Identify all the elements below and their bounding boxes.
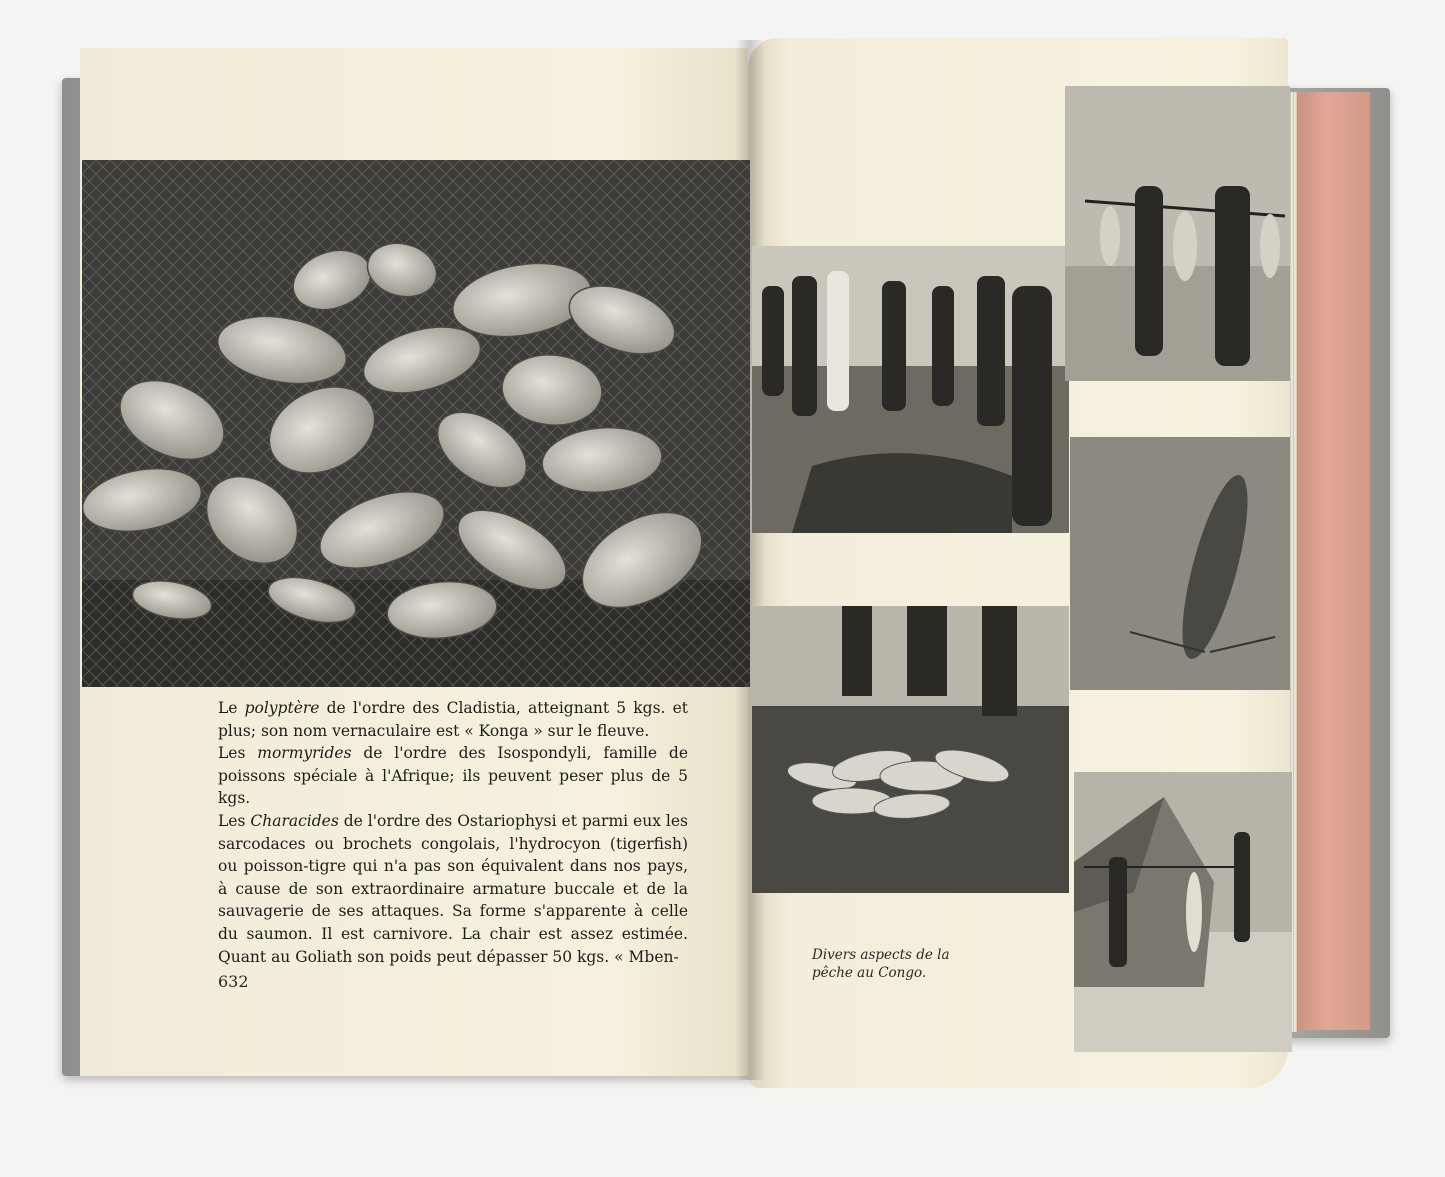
pink-endpaper bbox=[1292, 92, 1370, 1030]
text-run: Le bbox=[218, 699, 245, 717]
text-run: Les bbox=[218, 744, 258, 763]
fish-catch-net-photo bbox=[752, 606, 1069, 893]
paragraph-polyptere bbox=[218, 697, 688, 742]
fishermen-net-photo bbox=[752, 246, 1069, 533]
fish-pile-photo bbox=[82, 160, 750, 687]
photo-caption: Divers aspects de la pêche au Congo. bbox=[812, 947, 950, 981]
text-run: de l'ordre des Isospondyli, famille de poissons spéciale à l'Afrique; ils peuvent peser plus de 5 kgs. bbox=[218, 744, 688, 808]
italic-term: Characides bbox=[250, 811, 339, 830]
paragraph-mormyrides bbox=[218, 742, 688, 810]
text-run: Les bbox=[218, 811, 251, 830]
italic-term: mormyrides bbox=[257, 744, 352, 763]
catfish-on-sand-photo bbox=[1070, 437, 1290, 690]
page-number: 632 bbox=[218, 972, 249, 991]
body-text bbox=[218, 697, 688, 968]
text-run: de l'ordre des Cladistia, atteignant 5 kgs. et plus; son nom vernaculaire est « Konga » sur le fleuve. bbox=[218, 699, 688, 740]
italic-term: polyptère bbox=[244, 699, 320, 717]
text-run: de l'ordre des Ostariophysi et parmi eux les sarcodaces ou brochets congolais, l'hydrocyon (tigerfish) ou poisson-tigre qui n'a pas son équivalent dans nos pays, à cause de son extraordinaire armature buccale et de la sauvagerie de ses attaques. Sa forme s'apparente à celle du saumon. Il est carnivore. La chair est assez estimée. Quant au Goliath son poids peut dépasser 50 kgs. « Mben- bbox=[218, 811, 688, 966]
tent-camp-photo bbox=[1074, 772, 1292, 1052]
porters-with-fish-photo bbox=[1065, 86, 1290, 381]
paragraph-characides bbox=[218, 810, 688, 968]
